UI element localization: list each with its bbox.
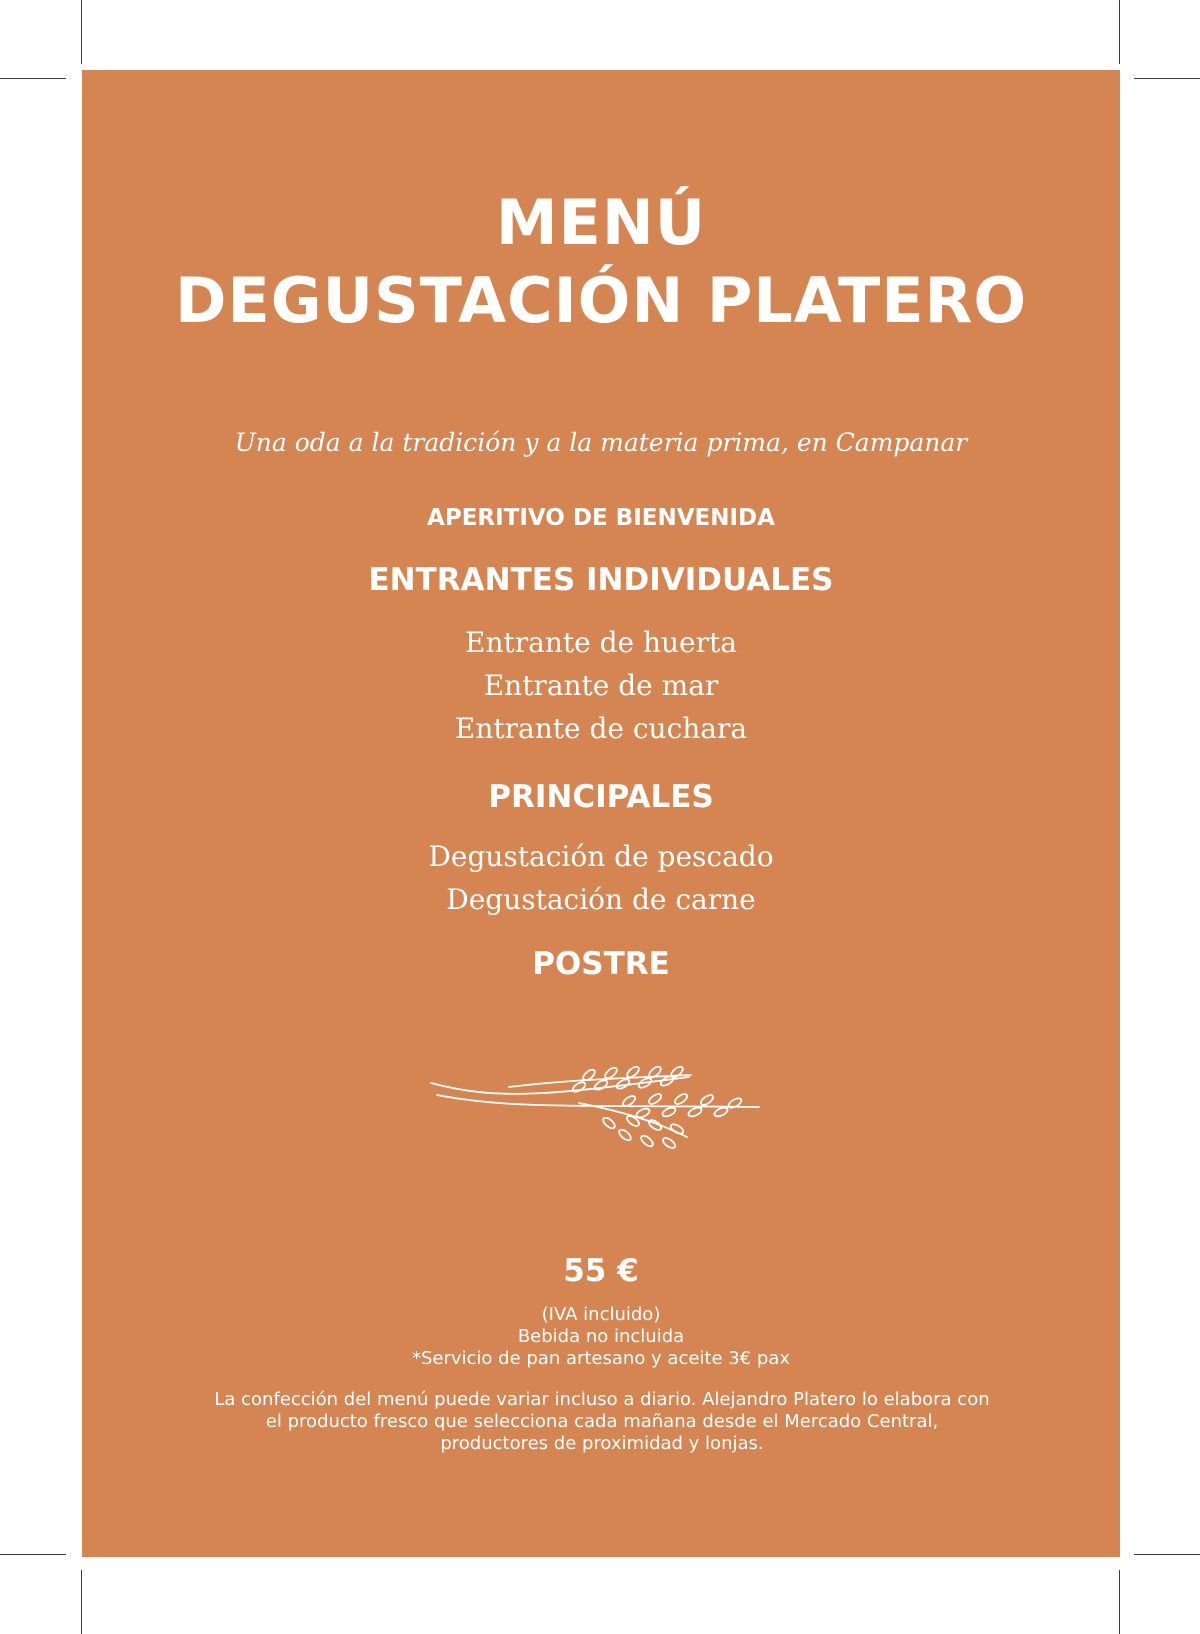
dessert-heading: POSTRE bbox=[532, 946, 670, 982]
starter-item: Entrante de cuchara bbox=[454, 712, 748, 745]
starter-item: Entrante de mar bbox=[483, 669, 719, 702]
menu-title-line2: DEGUSTACIÓN PLATERO bbox=[174, 264, 1028, 337]
tagline: Una oda a la tradición y a la materia prima, en Campanar bbox=[234, 428, 968, 457]
menu-price: 55 € bbox=[563, 1253, 639, 1289]
wheat-sprig-icon bbox=[429, 1065, 769, 1175]
crop-mark-bottom-right bbox=[1119, 1570, 1120, 1634]
mains-heading: PRINCIPALES bbox=[488, 779, 714, 815]
main-item: Degustación de carne bbox=[446, 883, 756, 916]
menu-disclaimer: La confección del menú puede variar incluso a diario. Alejandro Platero lo elabora con el producto fresco que selecciona cada mañana desde el Mercado Central, productores de proximidad y lonjas. bbox=[214, 1389, 990, 1454]
crop-mark-right-top bbox=[1134, 78, 1200, 79]
crop-mark-right-bottom bbox=[1134, 1554, 1200, 1555]
welcome-heading: APERITIVO DE BIENVENIDA bbox=[427, 505, 775, 531]
note-line: *Servicio de pan artesano y aceite 3€ pax bbox=[411, 1348, 791, 1369]
crop-mark-top-right bbox=[1119, 0, 1120, 64]
note-line: Bebida no incluida bbox=[517, 1326, 685, 1347]
menu-title-line1: MENÚ bbox=[495, 186, 707, 259]
crop-mark-top-left bbox=[81, 0, 82, 64]
crop-mark-left-bottom bbox=[0, 1554, 66, 1555]
crop-mark-bottom-left bbox=[81, 1570, 82, 1634]
main-item: Degustación de pescado bbox=[428, 840, 774, 873]
menu-card bbox=[82, 70, 1120, 1557]
note-line: (IVA incluido) bbox=[541, 1304, 661, 1325]
price-notes bbox=[82, 1304, 1120, 1370]
starters-heading: ENTRANTES INDIVIDUALES bbox=[368, 562, 834, 598]
mains-list bbox=[82, 835, 1120, 921]
crop-mark-left-top bbox=[0, 78, 66, 79]
starters-list bbox=[82, 621, 1120, 750]
starter-item: Entrante de huerta bbox=[465, 626, 737, 659]
